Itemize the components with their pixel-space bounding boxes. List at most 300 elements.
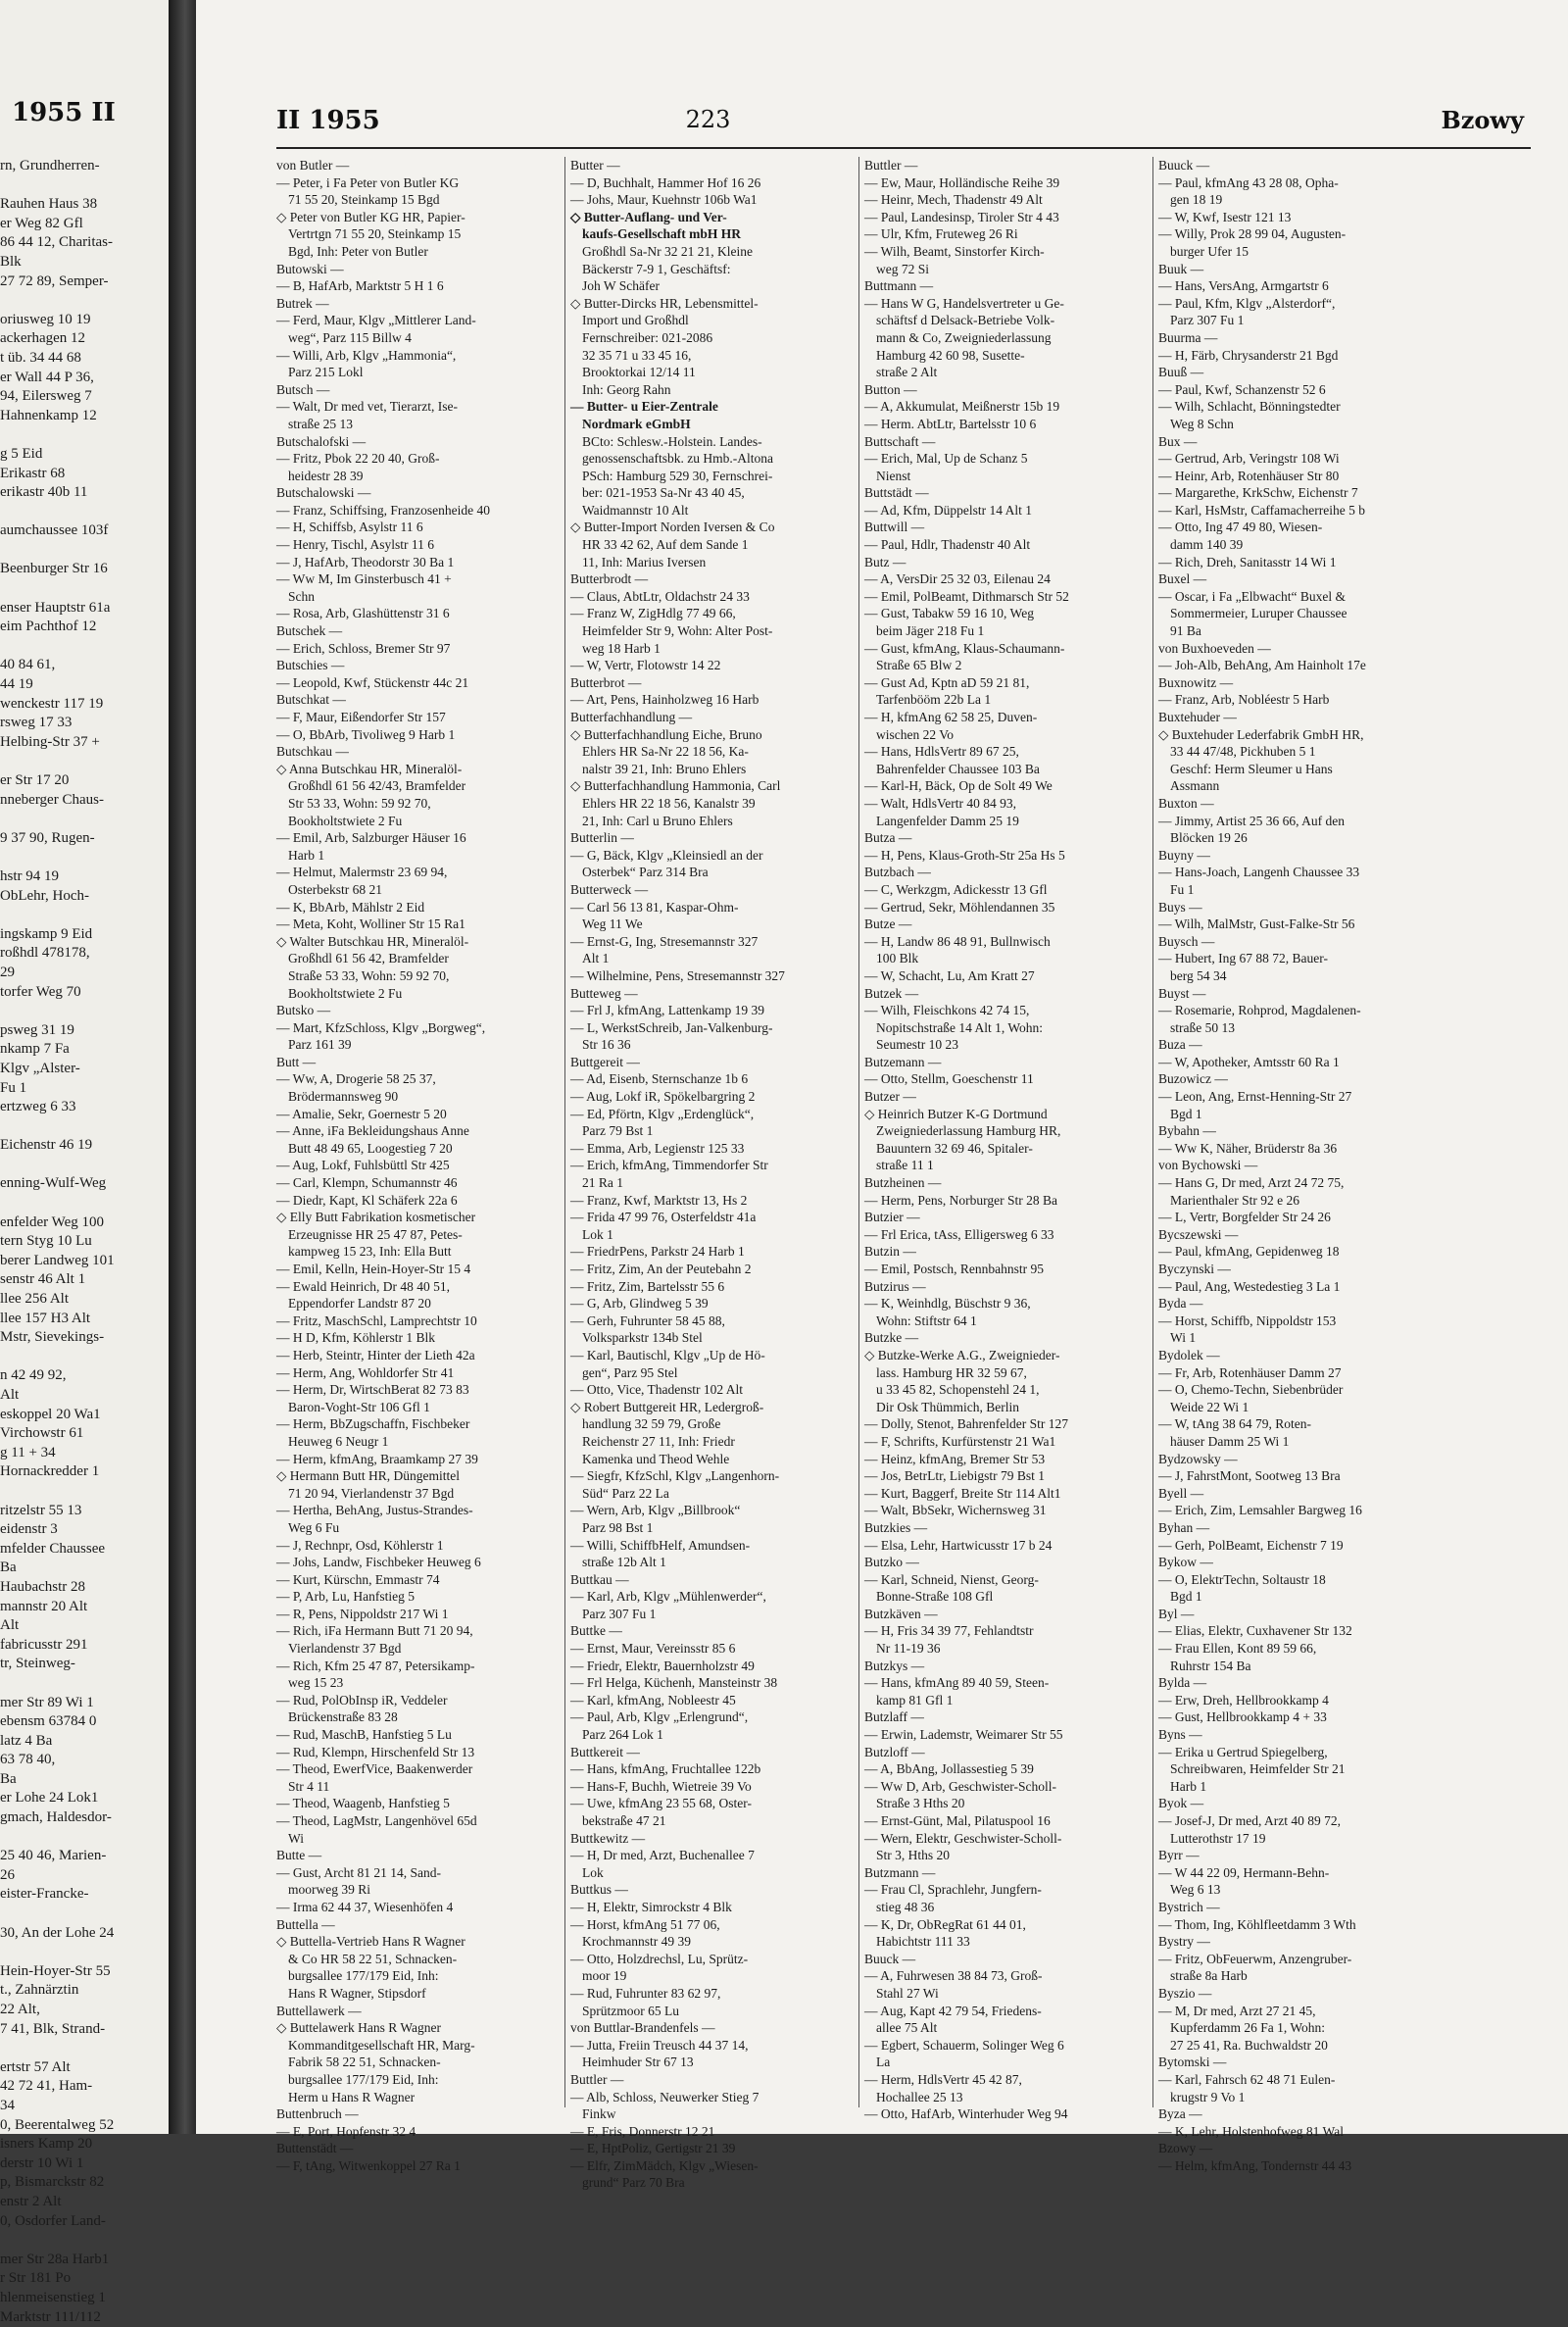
facing-page-line: enning-Wulf-Weg: [0, 1174, 169, 1194]
directory-entry-line: weg 15 23: [276, 1674, 559, 1692]
directory-entry-line: Butschkau —: [276, 743, 559, 761]
book-gutter: [169, 0, 196, 2134]
directory-entry-line: Butterbrot —: [570, 674, 853, 692]
facing-page-line: 0, Osdorfer Land-: [0, 2212, 169, 2232]
facing-page-line: eidenstr 3: [0, 1520, 169, 1540]
directory-entry-line: berg 54 34: [1158, 967, 1441, 985]
directory-entry-line: — Fritz, MaschSchl, Lamprechtstr 10: [276, 1312, 559, 1330]
directory-entry-line: Tarfenbööm 22b La 1: [864, 691, 1147, 709]
directory-entry-line: 27 25 41, Ra. Buchwaldstr 20: [1158, 2037, 1441, 2055]
directory-entry-line: — Mart, KfzSchloss, Klgv „Borgweg“,: [276, 1019, 559, 1037]
directory-entry-line: 71 55 20, Steinkamp 15 Bgd: [276, 191, 559, 209]
directory-entry-line: Hans R Wagner, Stipsdorf: [276, 1985, 559, 2003]
directory-entry-line: Byell —: [1158, 1485, 1441, 1503]
directory-entry-line: — E, HptPoliz, Gertigstr 21 39: [570, 2140, 853, 2157]
directory-entry-line: — J, HafArb, Theodorstr 30 Ba 1: [276, 554, 559, 571]
directory-entry-line: Harb 1: [1158, 1778, 1441, 1796]
facing-page-line: r Str 181 Po: [0, 2269, 169, 2289]
directory-entry-line: — Emil, Kelln, Hein-Hoyer-Str 15 4: [276, 1261, 559, 1278]
directory-entry-line: — Franz W, ZigHdlg 77 49 66,: [570, 605, 853, 622]
directory-entry-line: Butteweg —: [570, 985, 853, 1003]
directory-entry-line: — A, Akkumulat, Meißnerstr 15b 19: [864, 398, 1147, 416]
directory-entry-line: — Heinr, Arb, Rotenhäuser Str 80: [1158, 468, 1441, 485]
facing-page-line: 26: [0, 1866, 169, 1886]
directory-entry-line: Butzke —: [864, 1329, 1147, 1347]
directory-entry-line: — Anne, iFa Bekleidungshaus Anne: [276, 1122, 559, 1140]
directory-entry-line: Dir Osk Thümmich, Berlin: [864, 1399, 1147, 1416]
directory-entry-line: — Jos, BetrLtr, Liebigstr 79 Bst 1: [864, 1467, 1147, 1485]
directory-entry-line: weg 72 Si: [864, 261, 1147, 278]
directory-entry-line: Großhdl 61 56 42, Bramfelder: [276, 950, 559, 967]
directory-entry-line: Parz 79 Bst 1: [570, 1122, 853, 1140]
directory-entry-line: Byhan —: [1158, 1519, 1441, 1537]
directory-entry-line: — Aug, Kapt 42 79 54, Friedens-: [864, 2003, 1147, 2020]
directory-entry-line: BCto: Schlesw.-Holstein. Landes-: [570, 433, 853, 451]
directory-entry-line: Str 53 33, Wohn: 59 92 70,: [276, 795, 559, 813]
facing-page-line: [0, 2039, 169, 2058]
directory-entry-line: — K, Weinhdlg, Büschstr 9 36,: [864, 1295, 1147, 1312]
directory-entry-line: gen 18 19: [1158, 191, 1441, 209]
directory-entry-line: — Herb, Steintr, Hinter der Lieth 42a: [276, 1347, 559, 1364]
facing-page-text: [0, 157, 169, 2327]
directory-entry-line: — Herm, kfmAng, Braamkamp 27 39: [276, 1451, 559, 1468]
directory-entry-line: Buysch —: [1158, 933, 1441, 951]
facing-page-line: nkamp 7 Fa: [0, 1040, 169, 1060]
directory-entry-line: mann & Co, Zweigniederlassung: [864, 329, 1147, 347]
directory-entry-line: Sprützmoor 65 Lu: [570, 2003, 853, 2020]
directory-entry-line: Bydzowsky —: [1158, 1451, 1441, 1468]
directory-entry-line: — Willi, Arb, Klgv „Hammonia“,: [276, 347, 559, 365]
running-head: [196, 106, 1568, 141]
directory-entry-line: Butze —: [864, 916, 1147, 933]
directory-entry-line: Byns —: [1158, 1726, 1441, 1744]
directory-entry-line: — Otto, HafArb, Winterhuder Weg 94: [864, 2105, 1147, 2123]
directory-entry-line: Großhdl 61 56 42/43, Bramfelder: [276, 777, 559, 795]
directory-entry-line: 91 Ba: [1158, 622, 1441, 640]
directory-entry-line: — Hans-F, Buchh, Wietreie 39 Vo: [570, 1778, 853, 1796]
directory-entry-line: — Jimmy, Artist 25 36 66, Auf den: [1158, 813, 1441, 830]
directory-entry-line: Buttstädt —: [864, 484, 1147, 502]
directory-entry-line: Bykow —: [1158, 1554, 1441, 1571]
facing-page-line: rn, Grundherren-: [0, 157, 169, 176]
directory-entry-line: Butzloff —: [864, 1744, 1147, 1761]
directory-entry-line: Ruhrstr 154 Ba: [1158, 1658, 1441, 1675]
directory-entry-line: — Meta, Koht, Wolliner Str 15 Ra1: [276, 916, 559, 933]
directory-entry-line: Parz 161 39: [276, 1036, 559, 1054]
facing-page-line: [0, 176, 169, 196]
directory-entry-line: 100 Blk: [864, 950, 1147, 967]
directory-entry-line: Buttke —: [570, 1622, 853, 1640]
directory-entry-line: — Karl, Bautischl, Klgv „Up de Hö-: [570, 1347, 853, 1364]
facing-page-line: erikastr 40b 11: [0, 483, 169, 503]
directory-entry-line: Lok: [570, 1864, 853, 1882]
directory-entry-line: — Wilhelmine, Pens, Stresemannstr 327: [570, 967, 853, 985]
directory-entry-line: Bystry —: [1158, 1933, 1441, 1951]
running-head-right: Bzowy: [1441, 106, 1524, 134]
directory-entry-line: weg“, Parz 115 Billw 4: [276, 329, 559, 347]
facing-page-line: aumchaussee 103f: [0, 521, 169, 541]
directory-column-2: [570, 157, 853, 2107]
facing-page-line: [0, 1482, 169, 1502]
facing-page-line: g 5 Eid: [0, 445, 169, 465]
facing-page-line: Helbing-Str 37 +: [0, 733, 169, 753]
directory-entry-line: ◇ Butterfachhandlung Eiche, Bruno: [570, 726, 853, 744]
directory-entry-line: PSch: Hamburg 529 30, Fernschrei-: [570, 468, 853, 485]
facing-page-line: [0, 1156, 169, 1175]
directory-entry-line: Bycszewski —: [1158, 1226, 1441, 1244]
directory-entry-line: Butter —: [570, 157, 853, 174]
directory-entry-line: Bzowy —: [1158, 2140, 1441, 2157]
directory-entry-line: — Karl, HsMstr, Caffamacherreihe 5 b: [1158, 502, 1441, 520]
directory-entry-line: — Egbert, Schauerm, Solinger Weg 6: [864, 2037, 1147, 2055]
directory-entry-line: — Karl-H, Bäck, Op de Solt 49 We: [864, 777, 1147, 795]
directory-entry-line: stieg 48 36: [864, 1899, 1147, 1916]
directory-entry-line: Butzier —: [864, 1209, 1147, 1226]
facing-page-line: 44 19: [0, 675, 169, 695]
facing-page-line: 25 40 46, Marien-: [0, 1847, 169, 1866]
directory-entry-line: — Otto, Stellm, Goeschenstr 11: [864, 1070, 1147, 1088]
directory-entry-line: Bäckerstr 7-9 1, Geschäftsf:: [570, 261, 853, 278]
directory-entry-line: Butzbach —: [864, 864, 1147, 881]
directory-entry-line: — Herm. AbtLtr, Bartelsstr 10 6: [864, 416, 1147, 433]
facing-page-line: berer Landweg 101: [0, 1252, 169, 1271]
facing-page-line: t üb. 34 44 68: [0, 349, 169, 369]
directory-entry-line: HR 33 42 62, Auf dem Sande 1: [570, 536, 853, 554]
directory-entry-line: — Paul, Ang, Westedestieg 3 La 1: [1158, 1278, 1441, 1296]
directory-entry-line: Großhdl Sa-Nr 32 21 21, Kleine: [570, 243, 853, 261]
facing-page-line: Hein-Hoyer-Str 55: [0, 1962, 169, 1982]
facing-page-line: [0, 1194, 169, 1213]
facing-page-line: Fu 1: [0, 1079, 169, 1099]
facing-page-line: oriusweg 10 19: [0, 311, 169, 330]
directory-entry-line: — Alb, Schloss, Neuwerker Stieg 7: [570, 2089, 853, 2106]
directory-entry-line: — Hans, VersAng, Armgartstr 6: [1158, 277, 1441, 295]
directory-entry-line: grund“ Parz 70 Bra: [570, 2174, 853, 2192]
directory-entry-line: — Ulr, Kfm, Fruteweg 26 Ri: [864, 225, 1147, 243]
directory-entry-line: Buttler —: [864, 157, 1147, 174]
directory-entry-line: — Emil, Arb, Salzburger Häuser 16: [276, 829, 559, 847]
facing-page-line: mer Str 89 Wi 1: [0, 1694, 169, 1713]
directory-entry-line: 11, Inh: Marius Iversen: [570, 554, 853, 571]
directory-entry-line: — Leopold, Kwf, Stückenstr 44c 21: [276, 674, 559, 692]
directory-entry-line: Butzkys —: [864, 1658, 1147, 1675]
facing-page-header: 1955 II: [12, 98, 116, 127]
directory-entry-line: ◇ Heinrich Butzer K-G Dortmund: [864, 1106, 1147, 1123]
directory-entry-line: Schreibwaren, Heimfelder Str 21: [1158, 1760, 1441, 1778]
directory-entry-line: — A, BbAng, Jollassestieg 5 39: [864, 1760, 1147, 1778]
directory-entry-line: Butz —: [864, 554, 1147, 571]
directory-entry-line: — Frau Cl, Sprachlehr, Jungfern-: [864, 1881, 1147, 1899]
facing-page-line: [0, 1828, 169, 1848]
directory-entry-line: wischen 22 Vo: [864, 726, 1147, 744]
directory-entry-line: — L, Vertr, Borgfelder Str 24 26: [1158, 1209, 1441, 1226]
directory-entry-line: nalstr 39 21, Inh: Bruno Ehlers: [570, 761, 853, 778]
directory-entry-line: Geschf: Herm Sleumer u Hans: [1158, 761, 1441, 778]
directory-entry-line: — Hans, kfmAng 89 40 59, Steen-: [864, 1674, 1147, 1692]
directory-entry-line: — Otto, Holzdrechsl, Lu, Sprütz-: [570, 1951, 853, 1968]
directory-entry-line: Erzeugnisse HR 25 47 87, Petes-: [276, 1226, 559, 1244]
directory-entry-line: Butterlin —: [570, 829, 853, 847]
directory-entry-line: Volksparkstr 134b Stel: [570, 1329, 853, 1347]
directory-entry-line: — Thom, Ing, Köhlfleetdamm 3 Wth: [1158, 1916, 1441, 1934]
directory-entry-line: — Paul, kfmAng, Gepidenweg 18: [1158, 1243, 1441, 1261]
facing-page-line: 63 78 40,: [0, 1751, 169, 1770]
directory-entry-line: häuser Damm 25 Wi 1: [1158, 1433, 1441, 1451]
directory-entry-line: — E, Port, Hopfenstr 32 4: [276, 2123, 559, 2141]
directory-entry-line: burgsallee 177/179 Eid, Inh:: [276, 1967, 559, 1985]
facing-page-line: ackerhagen 12: [0, 329, 169, 349]
directory-entry-line: — M, Dr med, Arzt 27 21 45,: [1158, 2003, 1441, 2020]
directory-entry-line: — Gust Ad, Kptn aD 59 21 81,: [864, 674, 1147, 692]
directory-entry-line: Fernschreiber: 021-2086: [570, 329, 853, 347]
directory-entry-line: — Frau Ellen, Kont 89 59 66,: [1158, 1640, 1441, 1658]
directory-entry-line: Parz 264 Lok 1: [570, 1726, 853, 1744]
directory-entry-line: — Rosemarie, Rohprod, Magdalenen-: [1158, 1002, 1441, 1019]
directory-entry-line: — Ferd, Maur, Klgv „Mittlerer Land-: [276, 312, 559, 329]
facing-page-line: eister-Francke-: [0, 1885, 169, 1905]
directory-entry-line: Buzowicz —: [1158, 1070, 1441, 1088]
facing-page-line: 7 41, Blk, Strand-: [0, 2020, 169, 2040]
directory-entry-line: Bgd 1: [1158, 1106, 1441, 1123]
directory-entry-line: — F, Schrifts, Kurfürstenstr 21 Wa1: [864, 1433, 1147, 1451]
facing-page-line: Virchowstr 61: [0, 1424, 169, 1444]
directory-entry-line: — Aug, Lokf iR, Spökelbargring 2: [570, 1088, 853, 1106]
directory-entry-line: ◇ Butter-Auflang- und Ver-: [570, 209, 853, 226]
directory-entry-line: Heuweg 6 Neugr 1: [276, 1433, 559, 1451]
facing-page-edge: [0, 0, 169, 2134]
directory-entry-line: — Rich, iFa Hermann Butt 71 20 94,: [276, 1622, 559, 1640]
facing-page-line: eskoppel 20 Wa1: [0, 1406, 169, 1425]
directory-entry-line: Parz 215 Lokl: [276, 364, 559, 381]
directory-entry-line: Nienst: [864, 468, 1147, 485]
directory-entry-line: Str 4 11: [276, 1778, 559, 1796]
facing-page-line: n 42 49 92,: [0, 1366, 169, 1386]
directory-entry-line: Butrek —: [276, 295, 559, 313]
facing-page-line: enfelder Weg 100: [0, 1213, 169, 1233]
facing-page-line: g 11 + 34: [0, 1444, 169, 1463]
directory-entry-line: — Theod, LagMstr, Langenhövel 65d: [276, 1812, 559, 1830]
facing-page-line: wenckestr 117 19: [0, 695, 169, 715]
directory-entry-line: — Frl Helga, Küchenh, Mansteinstr 38: [570, 1674, 853, 1692]
directory-entry-line: — R, Pens, Nippoldstr 217 Wi 1: [276, 1606, 559, 1623]
facing-page-line: 9 37 90, Rugen-: [0, 829, 169, 849]
facing-page-line: 29: [0, 964, 169, 983]
directory-entry-line: — Herm, HdlsVertr 45 42 87,: [864, 2071, 1147, 2089]
facing-page-line: [0, 637, 169, 657]
directory-entry-line: ◇ Butzke-Werke A.G., Zweignieder-: [864, 1347, 1147, 1364]
directory-entry-line: Buuk —: [1158, 261, 1441, 278]
facing-page-line: 34: [0, 2097, 169, 2116]
facing-page-line: [0, 425, 169, 445]
facing-page-line: [0, 1905, 169, 1924]
directory-entry-line: Brooktorkai 12/14 11: [570, 364, 853, 381]
directory-entry-line: — Gertrud, Sekr, Möhlendannen 35: [864, 899, 1147, 916]
directory-entry-line: — H D, Kfm, Köhlerstr 1 Blk: [276, 1329, 559, 1347]
directory-entry-line: — Wern, Elektr, Geschwister-Scholl-: [864, 1830, 1147, 1848]
directory-entry-line: Butzko —: [864, 1554, 1147, 1571]
facing-page-line: [0, 1002, 169, 1021]
directory-entry-line: Bystrich —: [1158, 1899, 1441, 1916]
facing-page-line: torfer Weg 70: [0, 983, 169, 1003]
directory-entry-line: — Ww M, Im Ginsterbusch 41 +: [276, 570, 559, 588]
facing-page-line: [0, 1674, 169, 1694]
directory-entry-line: — Johs, Maur, Kuehnstr 106b Wa1: [570, 191, 853, 209]
directory-entry-line: — Walt, HdlsVertr 40 84 93,: [864, 795, 1147, 813]
directory-entry-line: — Gerh, Fuhrunter 58 45 88,: [570, 1312, 853, 1330]
directory-entry-line: — Franz, Schiffsing, Franzosenheide 40: [276, 502, 559, 520]
directory-entry-line: — B, HafArb, Marktstr 5 H 1 6: [276, 277, 559, 295]
directory-entry-line: moor 19: [570, 1967, 853, 1985]
facing-page-line: Hahnenkamp 12: [0, 407, 169, 426]
directory-entry-line: Seumestr 10 23: [864, 1036, 1147, 1054]
directory-entry-line: Parz 307 Fu 1: [570, 1606, 853, 1623]
directory-entry-line: — Walt, Dr med vet, Tierarzt, Ise-: [276, 398, 559, 416]
facing-page-line: er Wall 44 P 36,: [0, 369, 169, 388]
directory-entry-line: Butterbrodt —: [570, 570, 853, 588]
directory-entry-line: Weg 11 We: [570, 916, 853, 933]
directory-entry-line: — Gust, Archt 81 21 14, Sand-: [276, 1864, 559, 1882]
facing-page-line: mfelder Chaussee: [0, 1540, 169, 1560]
directory-entry-line: — Helmut, Malermstr 23 69 94,: [276, 864, 559, 881]
directory-entry-line: — Fritz, ObFeuerwm, Anzengruber-: [1158, 1951, 1441, 1968]
facing-page-line: [0, 810, 169, 829]
directory-entry-line: — Gust, Hellbrookkamp 4 + 33: [1158, 1708, 1441, 1726]
directory-entry-line: — Hans, HdlsVertr 89 67 25,: [864, 743, 1147, 761]
facing-page-line: er Weg 82 Gfl: [0, 215, 169, 234]
directory-entry-line: Ehlers HR 22 18 56, Kanalstr 39: [570, 795, 853, 813]
directory-entry-line: — Rud, Fuhrunter 83 62 97,: [570, 1985, 853, 2003]
directory-entry-line: von Buttlar-Brandenfels —: [570, 2019, 853, 2037]
directory-entry-line: — Erich, kfmAng, Timmendorfer Str: [570, 1157, 853, 1174]
directory-entry-line: Weg 8 Schn: [1158, 416, 1441, 433]
directory-entry-line: Nr 11-19 36: [864, 1640, 1147, 1658]
directory-entry-line: Butzheinen —: [864, 1174, 1147, 1192]
directory-entry-line: Krochmannstr 49 39: [570, 1933, 853, 1951]
directory-entry-line: Süd“ Parz 22 La: [570, 1485, 853, 1503]
directory-entry-line: von Butler —: [276, 157, 559, 174]
directory-entry-line: Buyny —: [1158, 847, 1441, 865]
directory-entry-line: — Wilh, Beamt, Sinstorfer Kirch-: [864, 243, 1147, 261]
facing-page-line: Erikastr 68: [0, 465, 169, 484]
directory-entry-line: Buxel —: [1158, 570, 1441, 588]
directory-entry-line: — Joh-Alb, BehAng, Am Hainholt 17e: [1158, 657, 1441, 674]
directory-entry-line: ◇ Hermann Butt HR, Düngemittel: [276, 1467, 559, 1485]
directory-entry-line: Bauuntern 32 69 46, Spitaler-: [864, 1140, 1147, 1158]
directory-entry-line: — Margarethe, KrkSchw, Eichenstr 7: [1158, 484, 1441, 502]
directory-entry-line: — Rud, PolObInsp iR, Veddeler: [276, 1692, 559, 1709]
directory-entry-line: kaufs-Gesellschaft mbH HR: [570, 225, 853, 243]
directory-entry-line: — J, FahrstMont, Sootweg 13 Bra: [1158, 1467, 1441, 1485]
directory-entry-line: — Friedr, Elektr, Bauernholzstr 49: [570, 1658, 853, 1675]
facing-page-line: Alt: [0, 1616, 169, 1636]
directory-entry-line: ◇ Butter-Import Norden Iversen & Co: [570, 519, 853, 536]
directory-column-1: [276, 157, 559, 2107]
directory-entry-line: — Paul, Landesinsp, Tiroler Str 4 43: [864, 209, 1147, 226]
facing-page-line: Marktstr 111/112: [0, 2308, 169, 2327]
directory-column-4: [1158, 157, 1441, 2107]
directory-entry-line: — Ewald Heinrich, Dr 48 40 51,: [276, 1278, 559, 1296]
directory-entry-line: — Elsa, Lehr, Hartwicusstr 17 b 24: [864, 1537, 1147, 1555]
directory-entry-line: — Paul, kfmAng 43 28 08, Opha-: [1158, 174, 1441, 192]
facing-page-line: [0, 1117, 169, 1137]
facing-page-line: Haubachstr 28: [0, 1578, 169, 1598]
directory-entry-line: Butt —: [276, 1054, 559, 1071]
directory-entry-line: — Fritz, Pbok 22 20 40, Groß-: [276, 450, 559, 468]
column-divider: [564, 157, 565, 2107]
directory-entry-line: bekstraße 47 21: [570, 1812, 853, 1830]
directory-entry-line: Wohn: Stiftstr 64 1: [864, 1312, 1147, 1330]
directory-entry-line: — Diedr, Kapt, Kl Schäferk 22a 6: [276, 1192, 559, 1210]
directory-entry-line: — Johs, Landw, Fischbeker Heuweg 6: [276, 1554, 559, 1571]
directory-entry-line: Butschies —: [276, 657, 559, 674]
directory-entry-line: Straße 65 Blw 2: [864, 657, 1147, 674]
directory-entry-line: — Ernst-Günt, Mal, Pilatuspool 16: [864, 1812, 1147, 1830]
facing-page-line: senstr 46 Alt 1: [0, 1270, 169, 1290]
directory-entry-line: Bybahn —: [1158, 1122, 1441, 1140]
facing-page-line: llee 157 H3 Alt: [0, 1310, 169, 1329]
directory-entry-line: — Herm, Ang, Wohldorfer Str 41: [276, 1364, 559, 1382]
facing-page-line: [0, 752, 169, 771]
facing-page-line: derstr 10 Wi 1: [0, 2154, 169, 2174]
directory-entry-line: — Rich, Kfm 25 47 87, Petersikamp-: [276, 1658, 559, 1675]
directory-entry-line: gen“, Parz 95 Stel: [570, 1364, 853, 1382]
directory-entry-line: — Horst, kfmAng 51 77 06,: [570, 1916, 853, 1934]
facing-page-line: 42 72 41, Ham-: [0, 2077, 169, 2097]
directory-entry-line: — W, Kwf, Isestr 121 13: [1158, 209, 1441, 226]
facing-page-line: isners Kamp 20: [0, 2135, 169, 2154]
directory-entry-line: Kupferdamm 26 Fa 1, Wohn:: [1158, 2019, 1441, 2037]
directory-entry-line: Reichenstr 27 11, Inh: Friedr: [570, 1433, 853, 1451]
directory-entry-line: — Hertha, BehAng, Justus-Strandes-: [276, 1502, 559, 1519]
facing-page-line: Blk: [0, 253, 169, 272]
directory-entry-line: — K, BbArb, Mählstr 2 Eid: [276, 899, 559, 916]
directory-entry-line: Butzmann —: [864, 1864, 1147, 1882]
directory-entry-line: — Hans, kfmAng, Fruchtallee 122b: [570, 1760, 853, 1778]
directory-entry-line: — Gust, Tabakw 59 16 10, Weg: [864, 605, 1147, 622]
directory-entry-line: — K, Dr, ObRegRat 61 44 01,: [864, 1916, 1147, 1934]
directory-entry-line: — Leon, Ang, Ernst-Henning-Str 27: [1158, 1088, 1441, 1106]
facing-page-line: enstr 2 Alt: [0, 2193, 169, 2212]
directory-entry-line: Buttkus —: [570, 1881, 853, 1899]
directory-entry-line: kamp 81 Gfl 1: [864, 1692, 1147, 1709]
directory-entry-line: — Frida 47 99 76, Osterfeldstr 41a: [570, 1209, 853, 1226]
directory-entry-line: — Erwin, Lademstr, Weimarer Str 55: [864, 1726, 1147, 1744]
facing-page-line: Beenburger Str 16: [0, 560, 169, 579]
directory-entry-line: — Karl, Fahrsch 62 48 71 Eulen-: [1158, 2071, 1441, 2089]
directory-entry-line: Butterweck —: [570, 881, 853, 899]
directory-entry-line: schäftsf d Delsack-Betriebe Volk-: [864, 312, 1147, 329]
directory-entry-line: — Peter, i Fa Peter von Butler KG: [276, 174, 559, 192]
directory-entry-line: Buttwill —: [864, 519, 1147, 536]
directory-entry-line: — Rich, Dreh, Sanitasstr 14 Wi 1: [1158, 554, 1441, 571]
facing-page-line: [0, 906, 169, 925]
directory-entry-line: — Ew, Maur, Holländische Reihe 39: [864, 174, 1147, 192]
directory-entry-line: von Bychowski —: [1158, 1157, 1441, 1174]
directory-entry-line: Stahl 27 Wi: [864, 1985, 1147, 2003]
facing-page-line: rsweg 17 33: [0, 714, 169, 733]
directory-entry-line: Buttkau —: [570, 1571, 853, 1589]
directory-entry-line: Langenfelder Damm 25 19: [864, 813, 1147, 830]
facing-page-line: 40 84 61,: [0, 656, 169, 675]
directory-entry-line: — Hans W G, Handelsvertreter u Ge-: [864, 295, 1147, 313]
facing-page-line: hlenmeisenstieg 1: [0, 2289, 169, 2308]
directory-entry-line: Buxton —: [1158, 795, 1441, 813]
directory-entry-line: Vierlandenstr 37 Bgd: [276, 1640, 559, 1658]
directory-entry-line: Byda —: [1158, 1295, 1441, 1312]
directory-entry-line: — H, Elektr, Simrockstr 4 Blk: [570, 1899, 853, 1916]
directory-entry-line: Butzlaff —: [864, 1708, 1147, 1726]
facing-page-line: Rauhen Haus 38: [0, 195, 169, 215]
